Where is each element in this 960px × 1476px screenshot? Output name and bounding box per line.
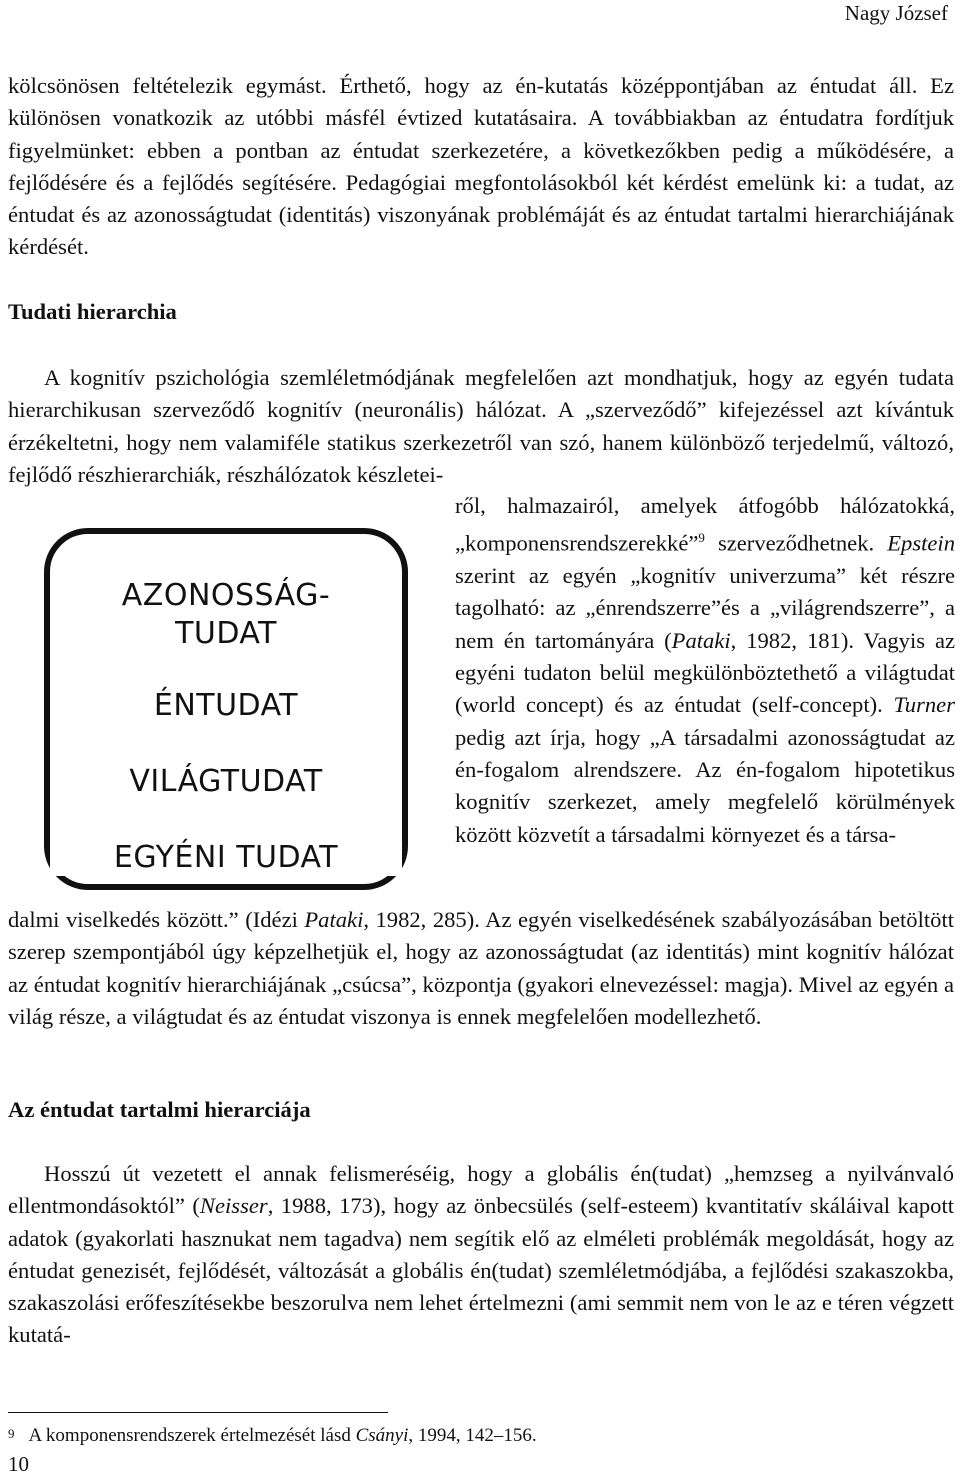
section2-heading-block	[8, 1094, 954, 1126]
after-figure-text-b: , 1982, 285). Az egyén viselkedésének szabályozásában betöltött szerep szempontjából úgy képzelhetjük el, hogy az azonosságtudat (az identitás) mint kognitív hálózat az éntudat kognitív hierarchiájának „csúcsa”, központja (gyakori elnevezéssel: magja). Mivel az egyén a világ része, a világtudat és az éntudat viszonya is ennek megfelelően modellezhető.	[8, 907, 955, 1029]
figure-label-tudat: TUDAT	[175, 616, 277, 651]
footnote-citation-csanyi: Csányi	[355, 1425, 409, 1446]
page-number: 10	[8, 1452, 29, 1476]
section2-paragraph	[8, 1158, 954, 1352]
wrapped-paragraph	[455, 490, 955, 851]
wrapped-text-a: ről, halmazairól, amelyek átfogóbb hálózatokká, „komponensrendszerekké”	[455, 493, 955, 556]
section1-paragraph-block	[8, 362, 954, 491]
figure-label-entudat: ÉNTUDAT	[153, 688, 299, 723]
footnote-reference[interactable]: 9	[698, 530, 705, 546]
footnote-number: 9	[8, 1426, 15, 1441]
footnote	[8, 1424, 537, 1448]
section2-paragraph-block	[8, 1158, 954, 1352]
section-heading-entudat: Az éntudat tartalmi hierarciája	[8, 1097, 311, 1122]
wrapped-text-b: szerveződhetnek.	[704, 530, 888, 556]
citation-neisser: Neisser	[199, 1193, 268, 1219]
wrapped-text-e: pedig azt írja, hogy „A társadalmi azonosságtudat az én-fogalom alrendszere. Az én-fogalom hipotetikus kognitív szerkezet, amely megfelelő körülmények között közvetít a társadalmi környezet és a társa-	[455, 724, 955, 847]
figure-label-azonossag: AZONOSSÁG-	[121, 578, 331, 613]
footnote-text-a: A komponensrendszerek értelmezését lásd	[28, 1425, 356, 1446]
section2-text-b: , 1988, 173), hogy az önbecsülés (self-esteem) kvantitatív skáláival kapott adatok (gyakorlati hasznukat nem tagadva) nem segítik elő az elméleti problémák megoldását, hogy az éntudat genezisét, fejlődését, változását a globális én(tudat) szemléletmódjába, a fejlődési szakaszokba, szakaszolási erőfeszítésekbe beszorulva nem lehet értelmezni (ami semmit nem von le az e téren végzett kutatá-	[8, 1193, 954, 1348]
footnote-text-b: , 1994, 142–156.	[408, 1425, 537, 1446]
footnote-divider	[8, 1412, 388, 1413]
section-heading-block	[8, 296, 954, 328]
wrapped-text-d: , 1982, 181). Vagyis az egyéni tudaton belül megkülönböztethető a világtudat (world concept) és az éntudat (self-concept).	[455, 627, 956, 718]
after-figure-paragraph	[8, 904, 954, 1033]
intro-paragraph: kölcsönösen feltételezik egymást. Érthető, hogy az én-kutatás középpontjában az éntudat áll. Ez különösen vonatkozik az utóbbi másfél évtized kutatásaira. A továbbiakban az éntudatra fordítjuk figyelmünket: ebben a pontban az éntudat szerkezetére, a következőkben pedig a működésére, a fejlődésére és a fejlődés segítésére. Pedagógiai megfontolásokból két kérdést emelünk ki: a tudat, az éntudat és az azonosságtudat (identitás) viszonyának problémáját és az éntudat tartalmi hierarchiájának kérdését.	[8, 73, 954, 260]
citation-epstein: Epstein	[887, 530, 955, 556]
citation-pataki-2: Pataki	[304, 907, 364, 932]
intro-paragraph-block	[8, 70, 954, 264]
running-header: Nagy József	[844, 1, 948, 25]
after-figure-paragraph-block	[8, 904, 954, 1033]
section-heading-tudati-hierarchia: Tudati hierarchia	[8, 299, 177, 324]
figure-label-egyeni-tudat: EGYÉNI TUDAT	[50, 840, 402, 876]
section2-text-a: Hosszú út vezetett el annak felismeréséig, hogy a globális én(tudat) „hemzseg a nyilvánvaló ellentmondásoktól” (	[8, 1161, 954, 1219]
citation-turner: Turner	[893, 692, 955, 718]
after-figure-text-a: dalmi viselkedés között.” (Idézi	[8, 907, 305, 932]
section1-paragraph: A kognitív pszichológia szemléletmódjának megfelelően azt mondhatjuk, hogy az egyén tudata hierarchikusan szerveződő kognitív (neuronális) hálózat. A „szerveződő” kifejezéssel azt kívántuk érzékeltetni, hogy nem valamiféle statikus szerkezetről van szó, hanem különböző terjedelmű, változó, fejlődő részhierarchiák, részhálózatok készletei-	[8, 365, 954, 487]
figure-label-vilagtudat: VILÁGTUDAT	[129, 764, 323, 799]
citation-pataki: Pataki	[671, 627, 731, 653]
wrapped-text-c: szerint az egyén „kognitív univerzuma” két részre tagolható: az „énrendszerre”és a „világrendszerre”, a nem én tartományára (	[455, 563, 955, 653]
consciousness-hierarchy-figure	[44, 528, 408, 890]
